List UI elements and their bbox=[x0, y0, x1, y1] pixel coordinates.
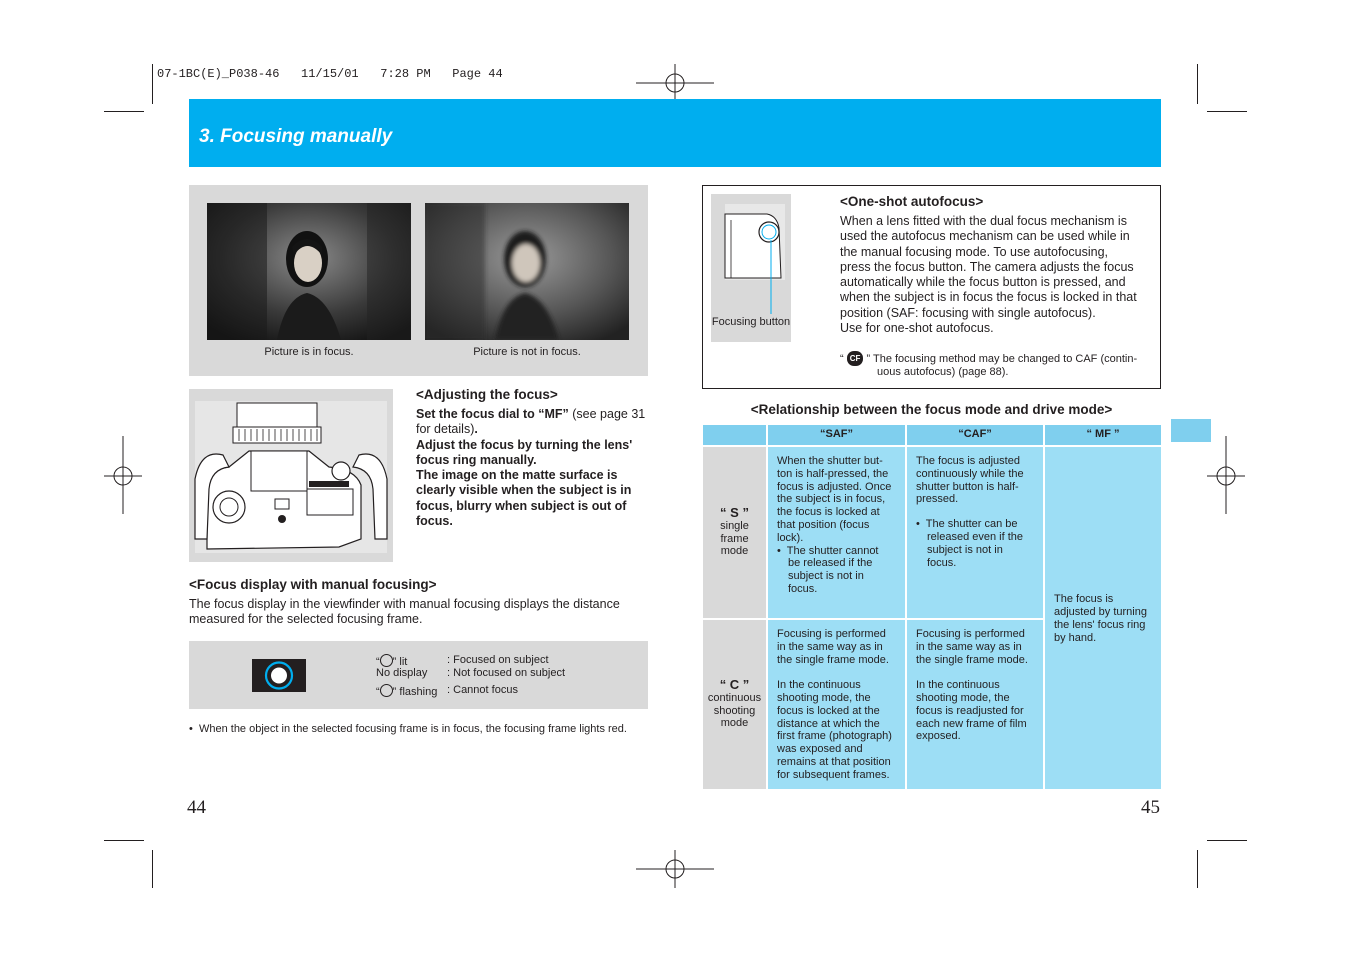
cell-line: The focus is bbox=[1054, 593, 1114, 606]
one-shot-note-line: ” The focusing method may be changed to CAF (contin- bbox=[866, 353, 1138, 365]
adjusting-heading: <Adjusting the focus> bbox=[416, 387, 558, 402]
adjusting-body bbox=[416, 407, 648, 529]
one-shot-note-line: uous autofocus) (page 88). bbox=[877, 366, 1009, 378]
caption-in-focus: Picture is in focus. bbox=[264, 346, 354, 358]
legend-row-none bbox=[376, 667, 427, 679]
cell-line: each new frame of film bbox=[916, 717, 1027, 730]
cell-line bbox=[777, 666, 897, 679]
focus-display-text bbox=[189, 597, 649, 628]
caption-not-in-focus: Picture is not in focus. bbox=[473, 346, 581, 358]
row-header-single bbox=[703, 447, 766, 618]
cell-line: subject is not in bbox=[788, 570, 864, 583]
legend-value-text: Not focused on subject bbox=[453, 667, 566, 679]
cell-line: focus. bbox=[927, 556, 957, 569]
photo-in-focus bbox=[207, 203, 411, 340]
legend-pre: No display bbox=[376, 667, 428, 679]
cell-line: shutter button is half- bbox=[916, 480, 1019, 493]
print-header: 07-1BC(E)_P038-46 11/15/01 7:28 PM Page 44 bbox=[157, 67, 503, 81]
camera-illustration bbox=[189, 389, 393, 562]
focus-frame-note: • When the object in the selected focusing frame is in focus, the focusing frame lights red. bbox=[189, 723, 627, 735]
cell-line: In the continuous bbox=[777, 679, 861, 692]
table-header-saf: “SAF” bbox=[768, 425, 905, 445]
row-label: shooting bbox=[713, 704, 756, 717]
cell-continuous-saf bbox=[768, 620, 905, 789]
cell-line: The shutter cannot bbox=[786, 544, 879, 557]
page-number-right: 45 bbox=[1141, 797, 1160, 818]
adjusting-line: focus. bbox=[416, 514, 453, 529]
row-header-continuous bbox=[703, 620, 766, 789]
one-shot-line: automatically while the focus button is pressed, and bbox=[840, 275, 1126, 290]
cell-line: exposed. bbox=[916, 730, 961, 743]
legend-pre: “ bbox=[376, 656, 380, 668]
adjusting-lead-bold: Set the focus dial to “MF” bbox=[416, 407, 569, 421]
legend-row-lit bbox=[376, 654, 407, 668]
cell-line: distance at which the bbox=[777, 717, 880, 730]
cell-line: shooting mode, the bbox=[777, 691, 871, 704]
table-header-mf: “ MF ” bbox=[1045, 425, 1161, 445]
legend-value-text: Focused on subject bbox=[453, 654, 549, 666]
adjusting-lead-rest: (see page 31 for details) bbox=[416, 407, 646, 437]
cell-line: the subject is in focus, bbox=[777, 493, 886, 506]
cell-line: released even if the bbox=[927, 530, 1024, 543]
cell-line: that position (focus bbox=[777, 518, 870, 531]
one-shot-body bbox=[840, 214, 1155, 336]
crop-mark bbox=[104, 111, 144, 112]
focus-display-line: The focus display in the viewfinder with manual focusing displays the distance bbox=[189, 597, 620, 611]
one-shot-box bbox=[702, 185, 1161, 389]
cell-line: continuously while the bbox=[916, 467, 1024, 480]
cell-line: for subsequent frames. bbox=[777, 768, 890, 781]
camera-hands-icon bbox=[189, 389, 393, 562]
focus-frame-note-text: When the object in the selected focusing frame is in focus, the focusing frame lights red. bbox=[198, 723, 627, 735]
legend-pre: “ bbox=[376, 686, 380, 698]
cell-line: The shutter can be bbox=[925, 518, 1018, 531]
cell-line: focus is locked at the bbox=[777, 704, 880, 717]
row-label: mode bbox=[720, 717, 749, 730]
row-label: continuous bbox=[707, 691, 762, 704]
row-label: mode bbox=[720, 545, 749, 558]
row-symbol: “ S ” bbox=[720, 504, 749, 520]
cell-line: lock). bbox=[777, 531, 804, 544]
legend-value: : Not focused on subject bbox=[447, 667, 566, 679]
cell-line: the lens' focus ring bbox=[1054, 619, 1146, 631]
focus-indicator-icon bbox=[252, 659, 306, 692]
cell-line: by hand. bbox=[1054, 631, 1097, 644]
cell-line: The focus is adjusted bbox=[916, 455, 1020, 467]
one-shot-line: Use for one-shot autofocus. bbox=[840, 321, 994, 336]
cell-line bbox=[916, 666, 1035, 679]
crop-mark bbox=[1207, 840, 1247, 841]
adjusting-lead-end: . bbox=[474, 422, 478, 437]
relationship-table bbox=[701, 423, 1163, 791]
adjusting-line: focus, blurry when subject is out of bbox=[416, 498, 627, 513]
circle-icon bbox=[380, 684, 393, 697]
circle-icon bbox=[380, 654, 393, 667]
cell-line: In the continuous bbox=[916, 679, 1000, 692]
cell-line: the single frame mode. bbox=[916, 653, 1028, 666]
registration-mark-icon bbox=[104, 436, 144, 516]
crop-mark bbox=[1197, 850, 1198, 888]
cell-line: in the same way as in bbox=[916, 640, 1022, 653]
one-shot-line: press the focus button. The camera adjusts the focus bbox=[840, 259, 1134, 274]
row-symbol: “ C ” bbox=[719, 676, 750, 692]
photo-not-in-focus bbox=[425, 203, 629, 340]
table-header-caf: “CAF” bbox=[907, 425, 1043, 445]
crop-mark bbox=[152, 850, 153, 888]
crop-mark bbox=[1197, 64, 1198, 104]
cell-single-caf: The focus is adjusted continuously while the shutter button is half- pressed. • The shutter can be released even if the subject is not in focus. bbox=[907, 447, 1043, 618]
crop-mark bbox=[104, 840, 144, 841]
legend-row-flashing bbox=[376, 684, 437, 698]
cell-line: adjusted by turning bbox=[1054, 606, 1147, 619]
side-tab bbox=[1171, 419, 1211, 442]
one-shot-line: position (SAF: focusing with single autofocus). bbox=[840, 305, 1096, 320]
registration-mark-icon bbox=[1207, 436, 1247, 516]
cell-line: first frame (photograph) bbox=[777, 730, 892, 743]
focus-display-line: measured for the selected focusing frame. bbox=[189, 612, 423, 627]
crop-mark bbox=[1207, 111, 1247, 112]
photo-panel bbox=[189, 185, 648, 376]
row-label: single bbox=[720, 519, 749, 532]
cell-line: be released if the bbox=[788, 557, 873, 570]
focus-button-caption: Focusing button bbox=[711, 316, 791, 328]
cell-line: shooting mode, the bbox=[916, 691, 1010, 704]
relationship-heading: <Relationship between the focus mode and drive mode> bbox=[750, 402, 1113, 417]
cell-line: focus. bbox=[788, 582, 818, 595]
adjusting-line: clearly visible when the subject is in bbox=[416, 483, 632, 498]
legend-value: : Focused on subject bbox=[447, 654, 549, 666]
crop-mark bbox=[152, 64, 153, 104]
table-header-blank bbox=[703, 425, 766, 445]
one-shot-heading: <One-shot autofocus> bbox=[840, 194, 984, 209]
cell-mf bbox=[1045, 447, 1161, 789]
cell-line: the single frame mode. bbox=[777, 653, 889, 666]
cell-line: in the same way as in bbox=[777, 640, 883, 653]
focus-display-heading: <Focus display with manual focusing> bbox=[189, 577, 437, 592]
focus-legend-panel bbox=[189, 641, 648, 709]
page-number-left: 44 bbox=[187, 797, 206, 818]
cell-line: Focusing is performed bbox=[777, 628, 886, 640]
one-shot-line: When a lens fitted with the dual focus mechanism is bbox=[840, 214, 1127, 228]
cell-line: subject is not in bbox=[927, 543, 1003, 556]
one-shot-line: when the subject is in focus the focus is locked in that bbox=[840, 290, 1137, 305]
cell-line: When the shutter but- bbox=[777, 455, 883, 467]
cell-line: focus is adjusted. Once bbox=[777, 480, 892, 493]
one-shot-line: used the autofocus mechanism can be used while in bbox=[840, 229, 1130, 244]
legend-value-text: Cannot focus bbox=[453, 684, 518, 696]
cell-line: pressed. bbox=[916, 493, 959, 506]
legend-post: ” flashing bbox=[392, 686, 438, 698]
row-label: frame bbox=[720, 532, 749, 545]
cell-line: Focusing is performed bbox=[916, 628, 1025, 640]
one-shot-note: “ CF ” The focusing method may be changed to CAF (contin- uous autofocus) (page 88). bbox=[840, 351, 1155, 379]
focus-button-illustration bbox=[711, 194, 791, 342]
adjusting-line: The image on the matte surface is bbox=[416, 468, 618, 483]
registration-mark-icon bbox=[636, 64, 716, 104]
cf-badge-icon: CF bbox=[847, 351, 864, 366]
adjusting-line: Adjust the focus by turning the lens' bbox=[416, 437, 633, 452]
cell-line: the focus is locked at bbox=[777, 506, 880, 519]
one-shot-line: the manual focusing mode. To use autofocusing, bbox=[840, 244, 1108, 259]
legend-value: : Cannot focus bbox=[447, 684, 518, 696]
page-title: 3. Focusing manually bbox=[199, 126, 393, 147]
cell-line: remains at that position bbox=[777, 755, 891, 768]
cell-line: focus is readjusted for bbox=[916, 704, 1024, 717]
title-bar bbox=[189, 99, 1161, 167]
adjusting-line: focus ring manually. bbox=[416, 452, 537, 467]
legend-post: ” lit bbox=[392, 656, 408, 668]
cell-single-saf: When the shutter but- ton is half-pressed, the focus is adjusted. Once the subject is in focus, the focus is locked at that position (focus lock). • The shutter cannot be released if the subject is not in focus. bbox=[768, 447, 905, 618]
registration-mark-icon bbox=[636, 850, 716, 890]
cell-continuous-caf bbox=[907, 620, 1043, 789]
cell-line: was exposed and bbox=[777, 743, 863, 756]
cell-line: ton is half-pressed, the bbox=[777, 467, 889, 480]
